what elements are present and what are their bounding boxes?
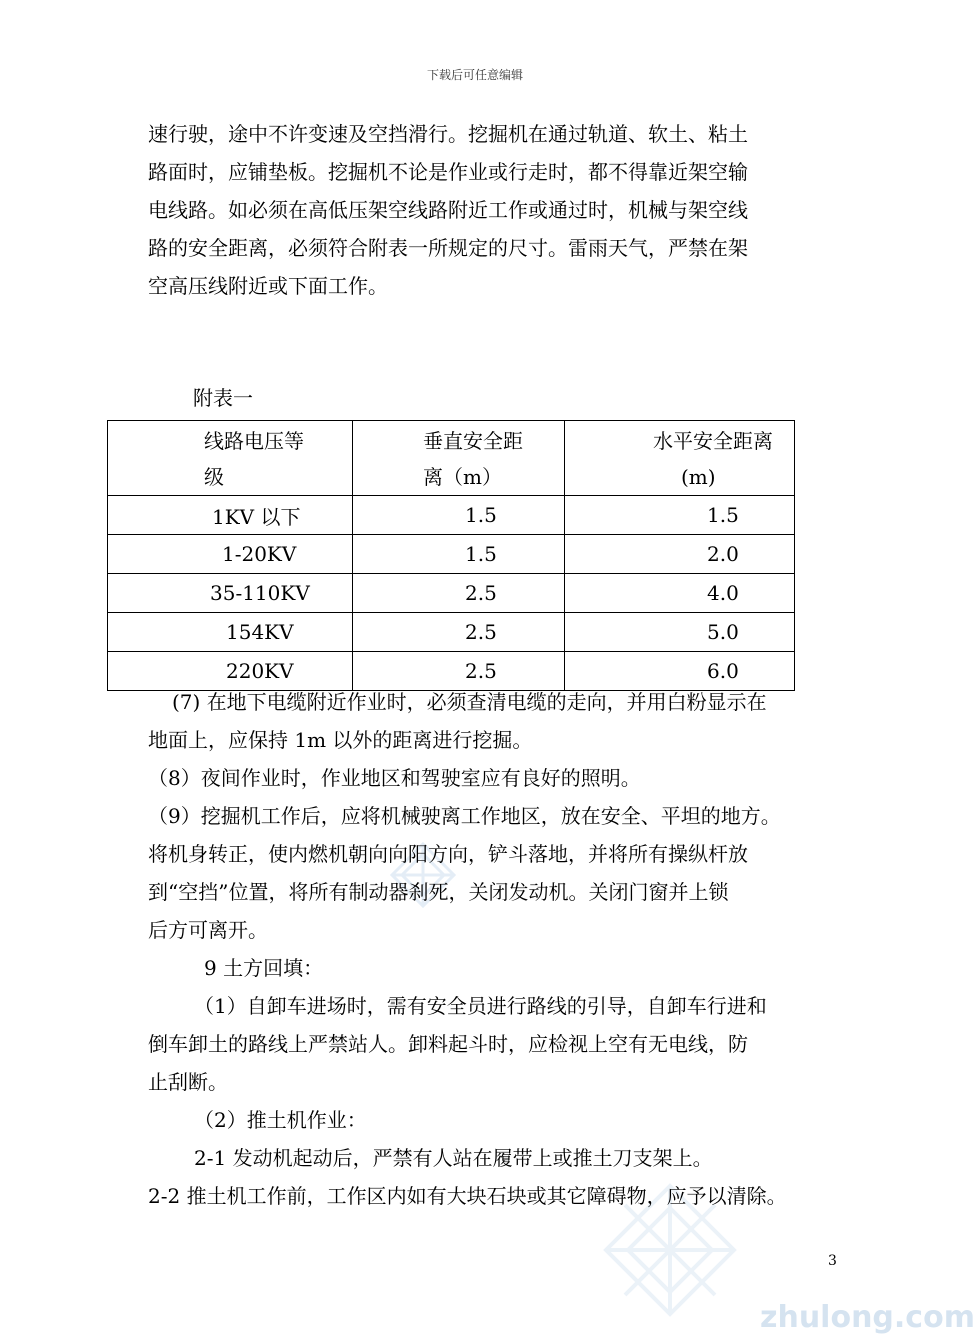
paragraph-line: 2-1 发动机起动后，严禁有人站在履带上或推土刀支架上。 — [194, 1146, 713, 1170]
paragraph-line: 到“空挡”位置，将所有制动器刹死，关闭发动机。关闭门窗并上锁 — [148, 880, 729, 904]
paragraph-line: 后方可离开。 — [148, 918, 268, 942]
paragraph-line: （8）夜间作业时，作业地区和驾驶室应有良好的照明。 — [148, 766, 641, 790]
table-cell: 154KV — [108, 613, 353, 652]
table-cell: 2.5 — [353, 574, 565, 613]
table-row — [108, 613, 795, 652]
table-row — [108, 652, 795, 691]
table-cell: 2.0 — [565, 535, 795, 574]
paragraph-line: 速行驶，途中不许变速及空挡滑行。挖掘机在通过轨道、软土、粘土 — [148, 122, 748, 146]
table-cell: 1.5 — [353, 535, 565, 574]
table-row — [108, 496, 795, 535]
paragraph-line: 电线路。如必须在高低压架空线路附近工作或通过时，机械与架空线 — [148, 198, 748, 222]
table-header-row — [108, 421, 795, 496]
table-cell: 1.5 — [353, 496, 565, 535]
header-line: 离（m） — [423, 465, 502, 489]
table-header-cell — [565, 421, 795, 496]
paragraph-line: 地面上，应保持 1m 以外的距离进行挖掘。 — [148, 728, 533, 752]
table-cell: 1-20KV — [108, 535, 353, 574]
paragraph-line: 止刮断。 — [148, 1070, 228, 1094]
table-cell: 5.0 — [565, 613, 795, 652]
table-cell: 220KV — [108, 652, 353, 691]
table-cell: 2.5 — [353, 613, 565, 652]
paragraph-line: 倒车卸土的路线上严禁站人。卸料起斗时，应检视上空有无电线，防 — [148, 1032, 748, 1056]
table-cell: 4.0 — [565, 574, 795, 613]
section-heading: 9 土方回填： — [204, 956, 324, 980]
paragraph-line: (7) 在地下电缆附近作业时，必须查清电缆的走向，并用白粉显示在 — [172, 690, 767, 714]
paragraph-line: 将机身转正，使内燃机朝向向阳方向，铲斗落地，并将所有操纵杆放 — [148, 842, 748, 866]
table-header-cell — [108, 421, 353, 496]
table-cell: 6.0 — [565, 652, 795, 691]
paragraph-line: （2）推土机作业： — [194, 1108, 367, 1132]
header-line: 水平安全距离 — [653, 429, 773, 453]
page-number: 3 — [828, 1253, 837, 1269]
table-cell: 2.5 — [353, 652, 565, 691]
table-cell: 1.5 — [565, 496, 795, 535]
header-line: 垂直安全距 — [423, 429, 523, 453]
paragraph-line: 空高压线附近或下面工作。 — [148, 274, 388, 298]
paragraph-line: 路面时，应铺垫板。挖掘机不论是作业或行走时，都不得靠近架空输 — [148, 160, 748, 184]
paragraph-line: 路的安全距离，必须符合附表一所规定的尺寸。雷雨天气，严禁在架 — [148, 236, 748, 260]
table-caption: 附表一 — [193, 386, 253, 410]
paragraph-line: 2-2 推土机工作前，工作区内如有大块石块或其它障碍物，应予以清除。 — [148, 1184, 787, 1208]
watermark-text: zhulong.com — [760, 1300, 975, 1335]
header-line: 级 — [204, 465, 224, 489]
page-header: 下载后可任意编辑 — [426, 68, 523, 82]
table-row — [108, 574, 795, 613]
table-header-cell — [353, 421, 565, 496]
clearance-table — [107, 420, 795, 691]
header-line: 线路电压等 — [204, 429, 304, 453]
table-cell: 35-110KV — [108, 574, 353, 613]
table-cell: 1KV 以下 — [108, 496, 353, 535]
table-row — [108, 535, 795, 574]
paragraph-line: （9）挖掘机工作后，应将机械驶离工作地区，放在安全、平坦的地方。 — [148, 804, 781, 828]
header-line: (m) — [681, 465, 716, 489]
paragraph-line: （1）自卸车进场时，需有安全员进行路线的引导，自卸车行进和 — [194, 994, 767, 1018]
